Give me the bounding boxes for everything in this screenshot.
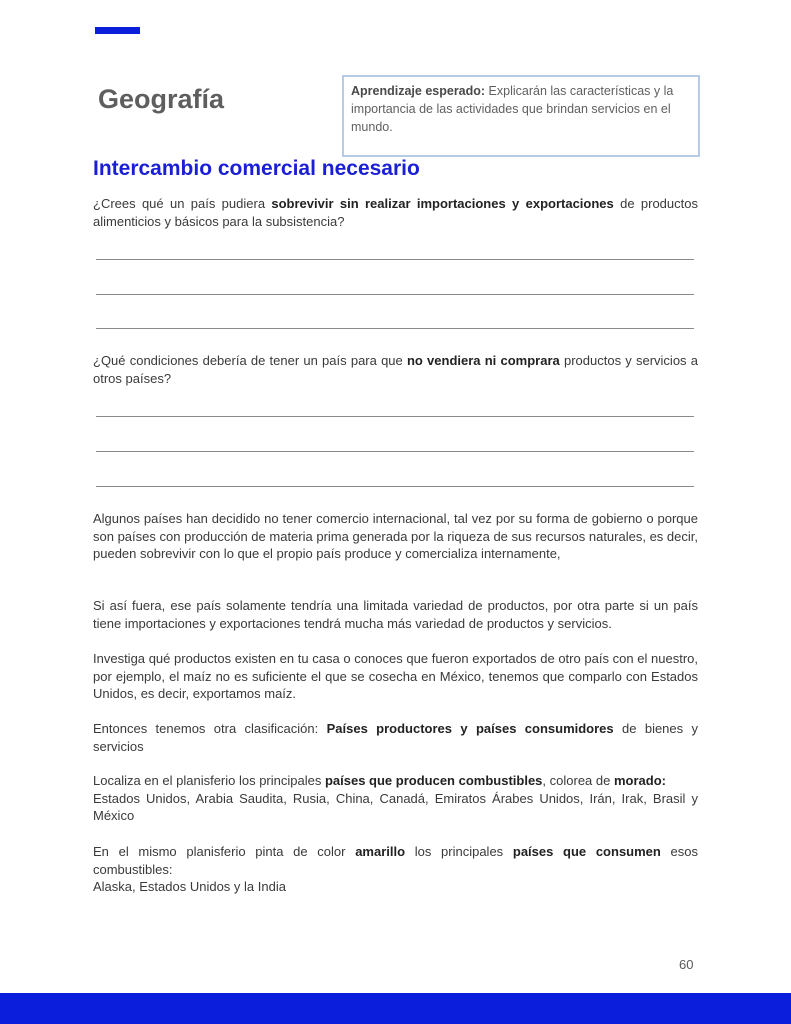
question-1-text: ¿Crees qué un país pudiera [93, 196, 272, 211]
producer-countries-list: Estados Unidos, Arabia Saudita, Rusia, China, Canadá, Emiratos Árabes Unidos, Irán, Irak, Brasil y México [93, 790, 698, 823]
consumers-text-end: esos combustibles: [93, 844, 698, 877]
yellow-color-label: amarillo [355, 844, 406, 859]
answer-line[interactable] [96, 451, 694, 452]
paragraph-investigate: Investiga qué productos existen en tu casa o conoces que fueron exportados de otro país con el nuestro, por ejemplo, el maíz no es suficiente el que se cosecha en México, tenemos que comparlo con Estados Unidos, es decir, exportamos maíz. [93, 651, 698, 701]
question-2-text: ¿Qué condiciones debería de tener un país para que [93, 353, 407, 368]
paragraph-no-trade: Algunos países han decidido no tener comercio internacional, tal vez por su forma de gobierno o porque son países con producción de materia prima generada por la riqueza de sus recursos naturales, es decir, pueden sobrevivir con lo que el propio país produce y comercializa internamente, [93, 511, 698, 561]
answer-line[interactable] [96, 259, 694, 260]
question-1-text-end: de productos alimenticios y básicos para la subsistencia? [93, 196, 698, 229]
classification-text-end: de bienes y servicios [93, 721, 699, 754]
consumers-text-mid: los principales [405, 844, 513, 859]
learning-goal-text: Explicarán las características y la importancia de las actividades que brindan servicios en el mundo. [351, 84, 674, 134]
learning-goal-box [342, 75, 700, 157]
paragraph-variety: Si así fuera, ese país solamente tendría una limitada variedad de productos, por otra parte si un país tiene importaciones y exportaciones tendrá mucha más variedad de productos y servicios. [93, 598, 698, 631]
consumer-countries-list: Alaska, Estados Unidos y la India [93, 879, 286, 894]
page-number: 60 [679, 957, 694, 972]
answer-line[interactable] [96, 416, 694, 417]
question-1 [93, 195, 698, 230]
header-accent-bar [95, 27, 140, 34]
producers-text: Localiza en el planisferio los principales [93, 773, 325, 788]
producers-text-mid: , colorea de [542, 773, 614, 788]
question-1-emphasis: sobrevivir sin realizar importaciones y exportaciones [271, 196, 614, 211]
classification-emphasis: Países productores y países consumidores [326, 721, 614, 736]
paragraph-classification [93, 720, 698, 755]
section-title: Intercambio comercial necesario [93, 157, 420, 180]
consumers-emphasis: países que consumen [512, 844, 661, 859]
question-2-text-end: productos y servicios a otros países? [93, 353, 698, 386]
answer-line[interactable] [96, 328, 694, 329]
producers-emphasis: países que producen combustibles [324, 773, 543, 788]
answer-line[interactable] [96, 486, 694, 487]
paragraph-producers [93, 772, 698, 825]
purple-color-label: morado: [613, 773, 666, 788]
answer-line[interactable] [96, 294, 694, 295]
subject-title: Geografía [98, 84, 225, 114]
footer-accent-bar [0, 993, 791, 1024]
question-2-emphasis: no vendiera ni comprara [406, 353, 560, 368]
question-2 [93, 352, 698, 387]
consumers-text: En el mismo planisferio pinta de color [93, 844, 356, 859]
learning-goal-label: Aprendizaje esperado: [351, 84, 486, 98]
paragraph-consumers [93, 843, 698, 896]
classification-text: Entonces tenemos otra clasificación: [93, 721, 327, 736]
